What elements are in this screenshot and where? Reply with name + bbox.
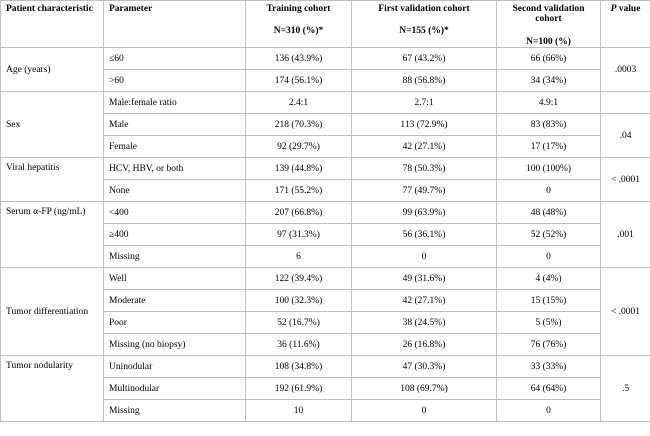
header-row bbox=[1, 1, 650, 48]
group-label-sex: Sex bbox=[1, 92, 104, 158]
second-validation-cell: 5 (5%) bbox=[497, 312, 601, 334]
training-cell: 207 (66.8%) bbox=[246, 202, 352, 224]
first-validation-cell: 38 (24.5%) bbox=[352, 312, 497, 334]
table-row bbox=[1, 48, 650, 70]
second-validation-cell: 4.9:1 bbox=[497, 92, 601, 114]
header-training-cohort bbox=[246, 1, 352, 48]
parameter-cell: Missing bbox=[104, 246, 246, 268]
header-second-validation-title: Second validation cohort bbox=[512, 4, 585, 25]
training-cell: 171 (55.2%) bbox=[246, 180, 352, 202]
parameter-cell: >60 bbox=[104, 70, 246, 92]
training-cell: 139 (44.8%) bbox=[246, 158, 352, 180]
group-label-viral: Viral hepatitis bbox=[1, 158, 104, 202]
first-validation-cell: 67 (43.2%) bbox=[352, 48, 497, 70]
parameter-cell: Female bbox=[104, 136, 246, 158]
second-validation-cell: 76 (76%) bbox=[497, 334, 601, 356]
second-validation-cell: 52 (52%) bbox=[497, 224, 601, 246]
second-validation-cell: 4 (4%) bbox=[497, 268, 601, 290]
first-validation-cell: 42 (27.1%) bbox=[352, 290, 497, 312]
training-cell: 92 (29.7%) bbox=[246, 136, 352, 158]
second-validation-cell: 64 (64%) bbox=[497, 378, 601, 400]
p-value-nodularity: .5 bbox=[601, 356, 650, 422]
first-validation-cell: 108 (69.7%) bbox=[352, 378, 497, 400]
group-label-nodularity: Tumor nodularity bbox=[1, 356, 104, 422]
parameter-cell: Male:female ratio bbox=[104, 92, 246, 114]
training-cell: 6 bbox=[246, 246, 352, 268]
header-training-n: N=310 (%)* bbox=[273, 26, 324, 37]
parameter-cell: Poor bbox=[104, 312, 246, 334]
parameter-cell: ≤60 bbox=[104, 48, 246, 70]
first-validation-cell: 26 (16.8%) bbox=[352, 334, 497, 356]
parameter-cell: None bbox=[104, 180, 246, 202]
header-training-title: Training cohort bbox=[266, 4, 331, 14]
header-p-value bbox=[601, 1, 650, 48]
parameter-cell: Moderate bbox=[104, 290, 246, 312]
training-cell: 122 (39.4%) bbox=[246, 268, 352, 290]
parameter-cell: Well bbox=[104, 268, 246, 290]
training-cell: 52 (16.7%) bbox=[246, 312, 352, 334]
first-validation-cell: 0 bbox=[352, 246, 497, 268]
first-validation-cell: 2.7:1 bbox=[352, 92, 497, 114]
p-value-viral: < .0001 bbox=[601, 158, 650, 202]
header-first-validation-n: N=155 (%)* bbox=[399, 26, 449, 37]
p-value-empty bbox=[601, 92, 650, 114]
second-validation-cell: 66 (66%) bbox=[497, 48, 601, 70]
second-validation-cell: 48 (48%) bbox=[497, 202, 601, 224]
first-validation-cell: 42 (27.1%) bbox=[352, 136, 497, 158]
training-cell: 100 (32.3%) bbox=[246, 290, 352, 312]
header-p-letter: P bbox=[610, 4, 617, 14]
group-label-age: Age (years) bbox=[1, 48, 104, 92]
second-validation-cell: 34 (34%) bbox=[497, 70, 601, 92]
first-validation-cell: 49 (31.6%) bbox=[352, 268, 497, 290]
p-value-sex: .04 bbox=[601, 114, 650, 158]
second-validation-cell: 33 (33%) bbox=[497, 356, 601, 378]
table-row bbox=[1, 92, 650, 114]
p-value-afp: .001 bbox=[601, 202, 650, 268]
header-patient-characteristic: Patient characteristic bbox=[1, 1, 104, 48]
training-cell: 192 (61.9%) bbox=[246, 378, 352, 400]
second-validation-cell: 0 bbox=[497, 180, 601, 202]
group-label-afp: Serum α-FP (ng/mL) bbox=[1, 202, 104, 268]
table-row bbox=[1, 202, 650, 224]
first-validation-cell: 47 (30.3%) bbox=[352, 356, 497, 378]
second-validation-cell: 83 (83%) bbox=[497, 114, 601, 136]
training-cell: 108 (34.8%) bbox=[246, 356, 352, 378]
training-cell: 97 (31.3%) bbox=[246, 224, 352, 246]
parameter-cell: Uninodular bbox=[104, 356, 246, 378]
parameter-cell: <400 bbox=[104, 202, 246, 224]
group-label-differentiation: Tumor differentiation bbox=[1, 268, 104, 356]
header-p-suffix: value bbox=[616, 4, 641, 14]
first-validation-cell: 99 (63.9%) bbox=[352, 202, 497, 224]
header-parameter: Parameter bbox=[104, 1, 246, 48]
header-first-validation-title: First validation cohort bbox=[378, 4, 470, 14]
header-second-validation-cohort bbox=[497, 1, 601, 48]
second-validation-cell: 0 bbox=[497, 246, 601, 268]
first-validation-cell: 113 (72.9%) bbox=[352, 114, 497, 136]
second-validation-cell: 17 (17%) bbox=[497, 136, 601, 158]
parameter-cell: Missing bbox=[104, 400, 246, 422]
second-validation-cell: 100 (100%) bbox=[497, 158, 601, 180]
parameter-cell: Male bbox=[104, 114, 246, 136]
training-cell: 10 bbox=[246, 400, 352, 422]
first-validation-cell: 77 (49.7%) bbox=[352, 180, 497, 202]
first-validation-cell: 56 (36.1%) bbox=[352, 224, 497, 246]
first-validation-cell: 88 (56.8%) bbox=[352, 70, 497, 92]
table-row bbox=[1, 268, 650, 290]
training-cell: 136 (43.9%) bbox=[246, 48, 352, 70]
parameter-cell: HCV, HBV, or both bbox=[104, 158, 246, 180]
parameter-cell: Multinodular bbox=[104, 378, 246, 400]
first-validation-cell: 0 bbox=[352, 400, 497, 422]
header-first-validation-cohort bbox=[352, 1, 497, 48]
table-row bbox=[1, 356, 650, 378]
training-cell: 36 (11.6%) bbox=[246, 334, 352, 356]
p-value-differentiation: < .0001 bbox=[601, 268, 650, 356]
header-second-validation-n: N=100 (%) bbox=[526, 36, 571, 47]
second-validation-cell: 15 (15%) bbox=[497, 290, 601, 312]
parameter-cell: Missing (no biopsy) bbox=[104, 334, 246, 356]
training-cell: 218 (70.3%) bbox=[246, 114, 352, 136]
second-validation-cell: 0 bbox=[497, 400, 601, 422]
parameter-cell: ≥400 bbox=[104, 224, 246, 246]
first-validation-cell: 78 (50.3%) bbox=[352, 158, 497, 180]
p-value-age: .0003 bbox=[601, 48, 650, 92]
table-row bbox=[1, 158, 650, 180]
training-cell: 2.4:1 bbox=[246, 92, 352, 114]
training-cell: 174 (56.1%) bbox=[246, 70, 352, 92]
